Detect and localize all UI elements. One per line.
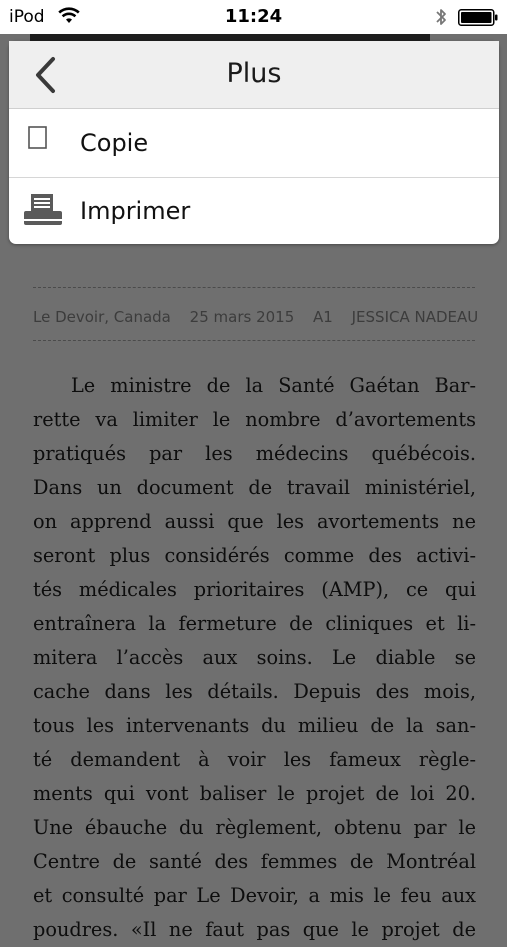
- more-menu-popup: [9, 41, 499, 244]
- article-line: rette va limiter le nombre d’avortements: [33, 408, 476, 431]
- article-source: Le Devoir, Canada: [33, 308, 171, 326]
- battery-icon: [458, 9, 498, 26]
- article-line: et consulté par Le Devoir, a mis le feu aux: [33, 884, 476, 907]
- article-line: Une ébauche du règlement, obtenu par le: [33, 816, 476, 839]
- menu-item-label: Copie: [80, 129, 149, 157]
- bluetooth-icon: [434, 6, 448, 32]
- menu-item-print[interactable]: [9, 178, 499, 246]
- article-line: entraînera la fermeture de cliniques et li-: [33, 612, 476, 635]
- copy-icon: [23, 124, 65, 166]
- article-date: 25 mars 2015: [189, 308, 295, 326]
- article-line: mitera l’accès aux soins. Le diable se: [33, 646, 476, 669]
- article-line: Dans un document de travail ministériel,: [33, 476, 476, 499]
- meta-divider-top: [33, 287, 475, 288]
- article-line: on apprend aussi que les avortements ne: [33, 510, 476, 533]
- carrier-label: iPod: [9, 7, 45, 27]
- article-line: té demandent à voir les fameux règle-: [33, 748, 476, 771]
- article-line: poudres. «Il ne faut pas que le projet de: [33, 918, 476, 941]
- status-bar: [0, 0, 507, 34]
- article-line: ments qui vont baliser le projet de loi 20.: [33, 782, 476, 805]
- menu-title: Plus: [226, 58, 282, 89]
- article-page: A1: [313, 308, 333, 326]
- article-line: cache dans les détails. Depuis des mois,: [33, 680, 476, 703]
- article-line: Centre de santé des femmes de Montréal: [33, 850, 476, 873]
- printer-icon: [23, 192, 65, 234]
- menu-header: [9, 41, 499, 109]
- article-line: Le ministre de la Santé Gaétan Bar-: [71, 374, 476, 397]
- menu-item-copy[interactable]: [9, 110, 499, 178]
- meta-divider-bottom: [33, 340, 475, 341]
- article-line: tés médicales prioritaires (AMP), ce qui: [33, 578, 476, 601]
- article-line: pratiqués par les médecins québécois.: [33, 442, 476, 465]
- article-author: JESSICA NADEAU: [351, 308, 479, 326]
- article-line: seront plus considérés comme des activi-: [33, 544, 476, 567]
- status-time: 11:24: [224, 6, 283, 27]
- menu-item-label: Imprimer: [80, 197, 191, 225]
- article-meta: [33, 308, 492, 326]
- article-line: tous les intervenants du milieu de la san-: [33, 714, 476, 737]
- article-body: [33, 369, 476, 947]
